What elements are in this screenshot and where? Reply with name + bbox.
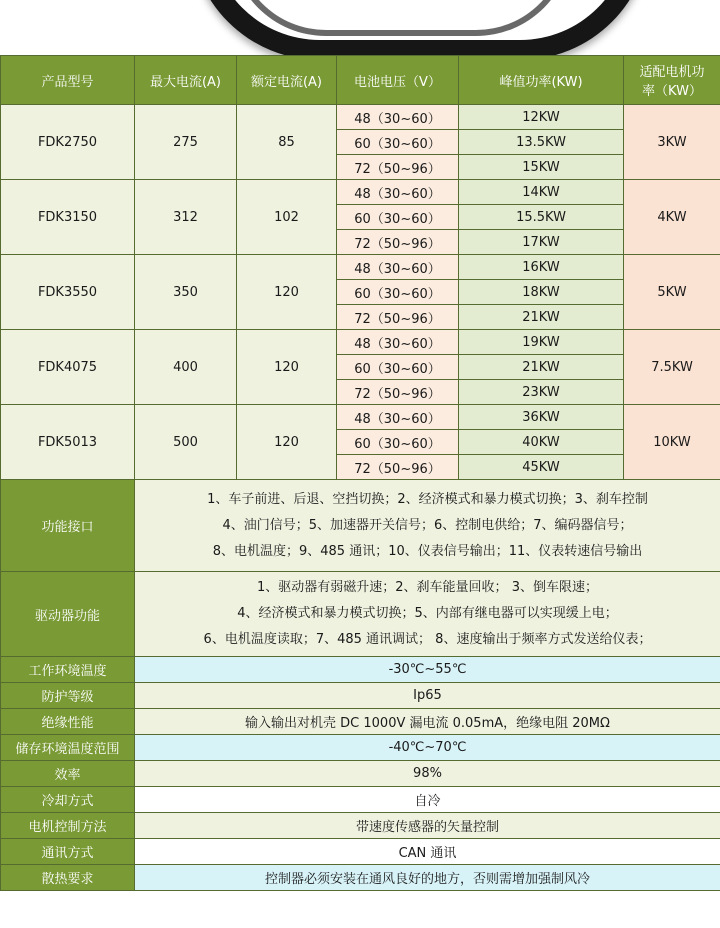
voltage-cell: 60（30~60） — [337, 430, 459, 455]
voltage-cell: 60（30~60） — [337, 205, 459, 230]
peak-power-cell: 21KW — [459, 355, 624, 380]
max-current-cell: 400 — [135, 330, 237, 405]
spec-table — [0, 55, 720, 891]
peak-power-cell: 36KW — [459, 405, 624, 430]
motor-power-cell: 10KW — [624, 405, 720, 480]
driver-function-row — [1, 572, 720, 657]
header-rated-current: 额定电流(A) — [237, 56, 337, 105]
function-interface-row — [1, 480, 720, 572]
spec-row — [1, 865, 720, 891]
voltage-cell: 48（30~60） — [337, 330, 459, 355]
spec-label: 绝缘性能 — [1, 709, 135, 735]
spec-value: CAN 通讯 — [135, 839, 720, 865]
spec-value: 输入输出对机壳 DC 1000V 漏电流 0.05mA，绝缘电阻 20MΩ — [135, 709, 720, 735]
model-cell: FDK3550 — [1, 255, 135, 330]
function-interface-line: 8、电机温度；9、485 通讯；10、仪表信号输出；11、仪表转速信号输出 — [212, 543, 643, 559]
spec-value: -30℃~55℃ — [135, 657, 720, 683]
table-row — [1, 180, 720, 205]
table-row — [1, 105, 720, 130]
spec-label: 效率 — [1, 761, 135, 787]
spec-row — [1, 683, 720, 709]
spec-label: 防护等级 — [1, 683, 135, 709]
spec-value: 带速度传感器的矢量控制 — [135, 813, 720, 839]
function-interface-line: 1、车子前进、后退、空挡切换；2、经济模式和暴力模式切换；3、刹车控制 — [207, 491, 648, 507]
peak-power-cell: 21KW — [459, 305, 624, 330]
peak-power-cell: 14KW — [459, 180, 624, 205]
peak-power-cell: 13.5KW — [459, 130, 624, 155]
rated-current-cell: 120 — [237, 405, 337, 480]
voltage-cell: 48（30~60） — [337, 405, 459, 430]
header-max-current: 最大电流(A) — [135, 56, 237, 105]
voltage-cell: 72（50~96） — [337, 380, 459, 405]
header-peak-power: 峰值功率(KW) — [459, 56, 624, 105]
spec-row — [1, 735, 720, 761]
function-interface-label: 功能接口 — [1, 480, 135, 572]
spec-value: 98% — [135, 761, 720, 787]
max-current-cell: 312 — [135, 180, 237, 255]
driver-function-line: 1、驱动器有弱磁升速；2、刹车能量回收； 3、倒车限速； — [257, 580, 598, 595]
spec-label: 工作环境温度 — [1, 657, 135, 683]
model-cell: FDK2750 — [1, 105, 135, 180]
peak-power-cell: 40KW — [459, 430, 624, 455]
peak-power-cell: 16KW — [459, 255, 624, 280]
spec-row — [1, 761, 720, 787]
peak-power-cell: 23KW — [459, 380, 624, 405]
model-cell: FDK3150 — [1, 180, 135, 255]
function-interface-content — [135, 480, 720, 572]
voltage-cell: 60（30~60） — [337, 355, 459, 380]
voltage-cell: 48（30~60） — [337, 255, 459, 280]
driver-function-label: 驱动器功能 — [1, 572, 135, 657]
voltage-cell: 60（30~60） — [337, 130, 459, 155]
voltage-cell: 72（50~96） — [337, 230, 459, 255]
spec-row — [1, 839, 720, 865]
voltage-cell: 60（30~60） — [337, 280, 459, 305]
spec-label: 通讯方式 — [1, 839, 135, 865]
product-photo-cable — [0, 0, 720, 55]
header-model: 产品型号 — [1, 56, 135, 105]
voltage-cell: 72（50~96） — [337, 455, 459, 480]
peak-power-cell: 15.5KW — [459, 205, 624, 230]
header-row — [1, 56, 720, 105]
spec-value: 自冷 — [135, 787, 720, 813]
spec-label: 散热要求 — [1, 865, 135, 891]
voltage-cell: 48（30~60） — [337, 180, 459, 205]
header-motor-power-line2: 率（KW） — [642, 84, 702, 99]
motor-power-cell: 3KW — [624, 105, 720, 180]
spec-label: 储存环境温度范围 — [1, 735, 135, 761]
voltage-cell: 48（30~60） — [337, 105, 459, 130]
motor-power-cell: 7.5KW — [624, 330, 720, 405]
peak-power-cell: 45KW — [459, 455, 624, 480]
max-current-cell: 500 — [135, 405, 237, 480]
voltage-cell: 72（50~96） — [337, 155, 459, 180]
peak-power-cell: 12KW — [459, 105, 624, 130]
table-row — [1, 405, 720, 430]
spec-row — [1, 813, 720, 839]
rated-current-cell: 120 — [237, 330, 337, 405]
function-interface-line: 4、油门信号；5、加速器开关信号；6、控制电供给；7、编码器信号； — [222, 517, 633, 533]
header-motor-power — [624, 56, 720, 105]
motor-power-cell: 5KW — [624, 255, 720, 330]
driver-function-content — [135, 572, 720, 657]
header-motor-power-line1: 适配电机功 — [639, 65, 705, 80]
model-cell: FDK4075 — [1, 330, 135, 405]
peak-power-cell: 15KW — [459, 155, 624, 180]
table-row — [1, 255, 720, 280]
motor-power-cell: 4KW — [624, 180, 720, 255]
table-row — [1, 330, 720, 355]
peak-power-cell: 18KW — [459, 280, 624, 305]
peak-power-cell: 19KW — [459, 330, 624, 355]
max-current-cell: 350 — [135, 255, 237, 330]
spec-row — [1, 709, 720, 735]
header-battery-voltage: 电池电压（V） — [337, 56, 459, 105]
max-current-cell: 275 — [135, 105, 237, 180]
rated-current-cell: 102 — [237, 180, 337, 255]
driver-function-line: 4、经济模式和暴力模式切换；5、内部有继电器可以实现缓上电； — [237, 606, 618, 621]
spec-label: 冷却方式 — [1, 787, 135, 813]
driver-function-line: 6、电机温度读取；7、485 通讯调试； 8、速度输出于频率方式发送给仪表； — [203, 632, 652, 647]
spec-value: -40℃~70℃ — [135, 735, 720, 761]
model-cell: FDK5013 — [1, 405, 135, 480]
spec-value: Ip65 — [135, 683, 720, 709]
peak-power-cell: 17KW — [459, 230, 624, 255]
spec-value: 控制器必须安装在通风良好的地方，否则需增加强制风冷 — [135, 865, 720, 891]
rated-current-cell: 120 — [237, 255, 337, 330]
spec-row — [1, 787, 720, 813]
voltage-cell: 72（50~96） — [337, 305, 459, 330]
rated-current-cell: 85 — [237, 105, 337, 180]
spec-label: 电机控制方法 — [1, 813, 135, 839]
spec-row — [1, 657, 720, 683]
